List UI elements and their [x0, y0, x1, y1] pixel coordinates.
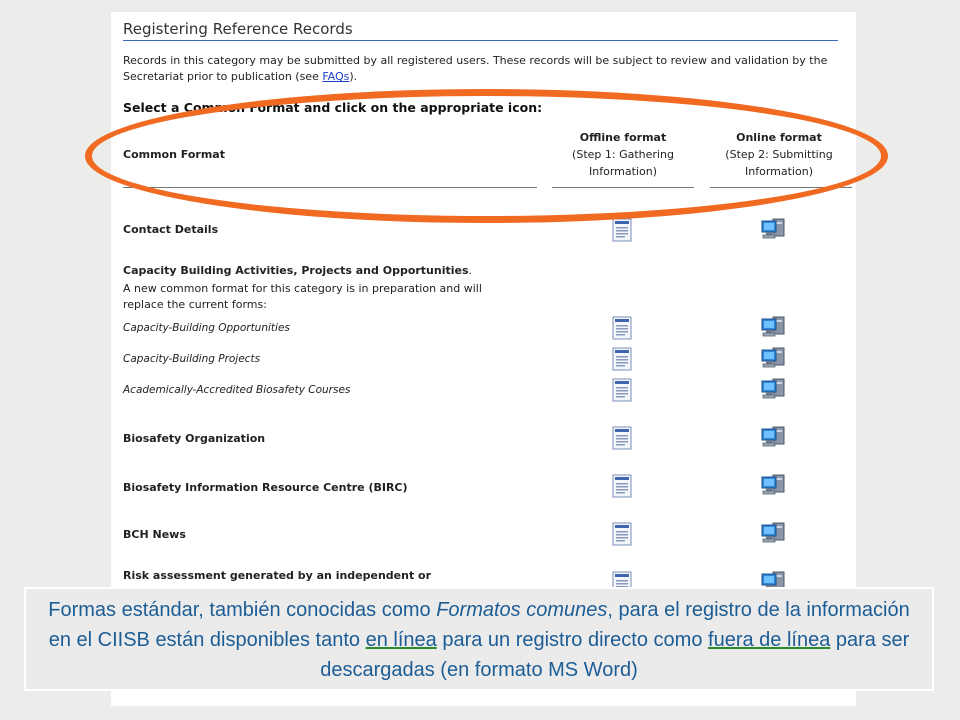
intro-text-end: ).: [349, 70, 358, 83]
intro-text: [123, 53, 843, 85]
caption-part-3: , para el registro de la información en el CIISB están disponibles tanto: [48, 599, 910, 651]
online-computer-icon-contact-details[interactable]: [761, 217, 785, 241]
online-format-sub1: (Step 2: Submitting: [725, 148, 833, 161]
online-computer-icon-cb-courses[interactable]: [761, 377, 785, 401]
row-cb-opportunities: Capacity-Building Opportunities: [123, 322, 290, 334]
caption-box: [24, 587, 934, 691]
caption-part-7: para ser descargadas (en formato MS Word): [320, 629, 910, 681]
common-format-header: Common Format: [123, 148, 225, 161]
online-computer-icon-cb-projects[interactable]: [761, 346, 785, 370]
offline-format-title: Offline format: [579, 131, 667, 144]
offline-document-icon-bch-news[interactable]: [611, 522, 635, 546]
caption-part-2: Formatos comunes: [436, 599, 608, 621]
online-computer-icon-bch-news[interactable]: [761, 521, 785, 545]
online-computer-icon-cb-opportunities[interactable]: [761, 315, 785, 339]
header-rule-online: [710, 187, 852, 188]
page-title: Registering Reference Records: [123, 20, 838, 41]
row-cb-courses: Academically-Accredited Biosafety Courses: [123, 384, 351, 396]
caption-offline-term: fuera de línea: [708, 629, 831, 651]
row-bch-news: BCH News: [123, 528, 186, 541]
row-cb-projects: Capacity-Building Projects: [123, 353, 261, 365]
caption-part-1: Formas estándar, también conocidas como: [48, 599, 437, 621]
online-computer-icon-biosafety-organization[interactable]: [761, 425, 785, 449]
header-rule-offline: [552, 187, 694, 188]
header-rule-format: [123, 187, 537, 188]
offline-document-icon-birc[interactable]: [611, 474, 635, 498]
row-contact-details: Contact Details: [123, 223, 219, 236]
offline-document-icon-contact-details[interactable]: [611, 218, 635, 242]
online-format-header: [709, 129, 849, 180]
instruction-heading: Select a Common Format and click on the appropriate icon:: [123, 100, 543, 115]
faqs-link[interactable]: FAQs: [322, 70, 350, 83]
capacity-building-note: A new common format for this category is in preparation and will replace the current forms:: [123, 282, 482, 311]
offline-document-icon-cb-projects[interactable]: [611, 347, 635, 371]
caption-online-term: en línea: [365, 629, 437, 651]
online-format-sub2: Information): [745, 165, 813, 178]
offline-format-header: [553, 129, 693, 180]
caption-part-5: para un registro directo como: [436, 629, 709, 651]
offline-document-icon-biosafety-organization[interactable]: [611, 426, 635, 450]
offline-document-icon-cb-opportunities[interactable]: [611, 316, 635, 340]
offline-format-sub1: (Step 1: Gathering: [572, 148, 674, 161]
offline-document-icon-cb-courses[interactable]: [611, 378, 635, 402]
row-risk-assessment: Risk assessment generated by an independent or: [123, 569, 432, 582]
online-computer-icon-birc[interactable]: [761, 473, 785, 497]
capacity-building-title: Capacity Building Activities, Projects and Opportunities: [123, 264, 469, 277]
offline-format-sub2: Information): [589, 165, 657, 178]
row-biosafety-organization: Biosafety Organization: [123, 432, 266, 445]
row-birc: Biosafety Information Resource Centre (BIRC): [123, 481, 408, 494]
online-format-title: Online format: [736, 131, 822, 144]
row-capacity-building: Capacity Building Activities, Projects and Opportunities.: [123, 264, 473, 277]
intro-text-start: Records in this category may be submitted by all registered users. These records will be subject to review and validation by the Secretariat prior to publication (see: [123, 54, 828, 83]
